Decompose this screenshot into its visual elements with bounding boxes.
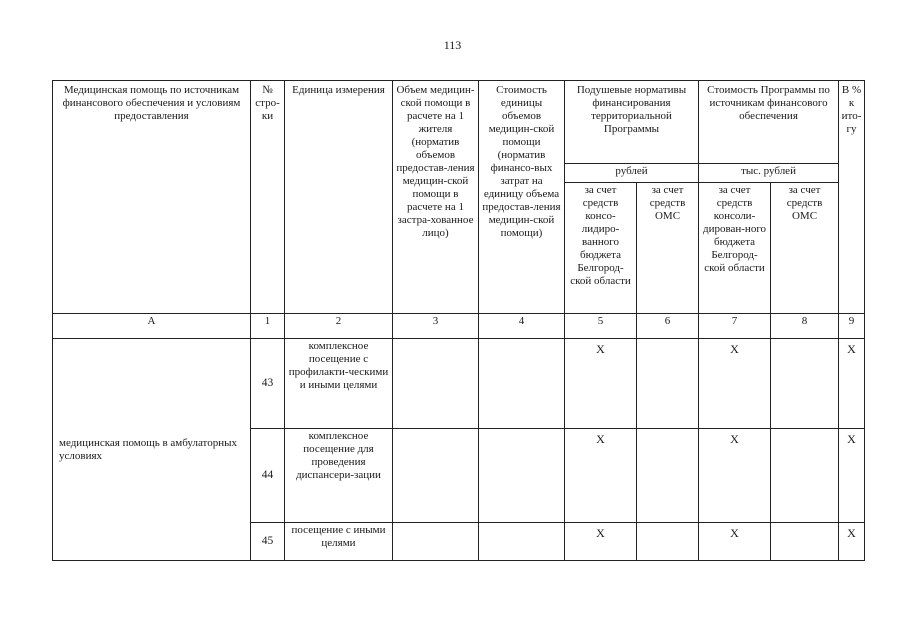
header-percent: В % к ито-гу xyxy=(839,81,865,314)
index-cell: 5 xyxy=(565,314,637,339)
cell-col6 xyxy=(637,339,699,429)
header-oms-2: за счет средств ОМС xyxy=(771,183,839,314)
index-cell: 3 xyxy=(393,314,479,339)
index-cell: 9 xyxy=(839,314,865,339)
table-row xyxy=(53,339,865,429)
header-thousand-rubles: тыс. рублей xyxy=(699,164,839,183)
unit-cost-cell xyxy=(479,523,565,561)
header-oms: за счет средств ОМС xyxy=(637,183,699,314)
cell-col5: X xyxy=(565,429,637,523)
header-consolidated-budget-2: за счет средств консоли-дирован-ного бюджета Белгород-ской области xyxy=(699,183,771,314)
volume-cell xyxy=(393,523,479,561)
header-volume: Объем медицин-ской помощи в расчете на 1 жителя (норматив объемов предостав-ления медицин-ской помощи в расчете на 1 застра-хованное лицо) xyxy=(393,81,479,314)
cell-col9: X xyxy=(839,429,865,523)
index-cell: 1 xyxy=(251,314,285,339)
header-unit: Единица измерения xyxy=(285,81,393,314)
cell-col9: X xyxy=(839,339,865,429)
cell-col8 xyxy=(771,339,839,429)
volume-cell xyxy=(393,339,479,429)
volume-cell xyxy=(393,429,479,523)
cell-col7: X xyxy=(699,523,771,561)
unit-cell: посещение с иными целями xyxy=(285,523,393,561)
cell-col8 xyxy=(771,429,839,523)
header-line-number: № стро-ки xyxy=(251,81,285,314)
header-rubles: рублей xyxy=(565,164,699,183)
cell-col9: X xyxy=(839,523,865,561)
line-number: 44 xyxy=(251,429,285,523)
unit-cost-cell xyxy=(479,429,565,523)
header-care-type: Медицинская помощь по источникам финансового обеспечения и условиям предоставления xyxy=(53,81,251,314)
index-cell: 4 xyxy=(479,314,565,339)
financing-table xyxy=(52,80,865,561)
index-cell: 8 xyxy=(771,314,839,339)
index-cell: 7 xyxy=(699,314,771,339)
index-cell: А xyxy=(53,314,251,339)
page-number: 113 xyxy=(443,38,462,52)
cell-col7: X xyxy=(699,429,771,523)
index-cell: 2 xyxy=(285,314,393,339)
cell-col6 xyxy=(637,523,699,561)
index-cell: 6 xyxy=(637,314,699,339)
line-number: 45 xyxy=(251,523,285,561)
cell-col5: X xyxy=(565,523,637,561)
cell-col7: X xyxy=(699,339,771,429)
header-consolidated-budget: за счет средств консо-лидиро-ванного бюджета Белгород-ской области xyxy=(565,183,637,314)
cell-col6 xyxy=(637,429,699,523)
header-unit-cost: Стоимость единицы объемов медицин-ской помощи (норматив финансо-вых затрат на единицу объема предостав-ления медицин-ской помощи) xyxy=(479,81,565,314)
cell-col8 xyxy=(771,523,839,561)
unit-cell: комплексное посещение для проведения диспансери-зации xyxy=(285,429,393,523)
cell-col5: X xyxy=(565,339,637,429)
line-number: 43 xyxy=(251,339,285,429)
unit-cost-cell xyxy=(479,339,565,429)
header-program-cost: Стоимость Программы по источникам финансового обеспечения xyxy=(699,81,839,164)
group-label-ambulatory: медицинская помощь в амбулаторных условиях xyxy=(53,339,251,561)
header-per-capita: Подушевые нормативы финансирования территориальной Программы xyxy=(565,81,699,164)
unit-cell: комплексное посещение с профилакти-ческими и иными целями xyxy=(285,339,393,429)
